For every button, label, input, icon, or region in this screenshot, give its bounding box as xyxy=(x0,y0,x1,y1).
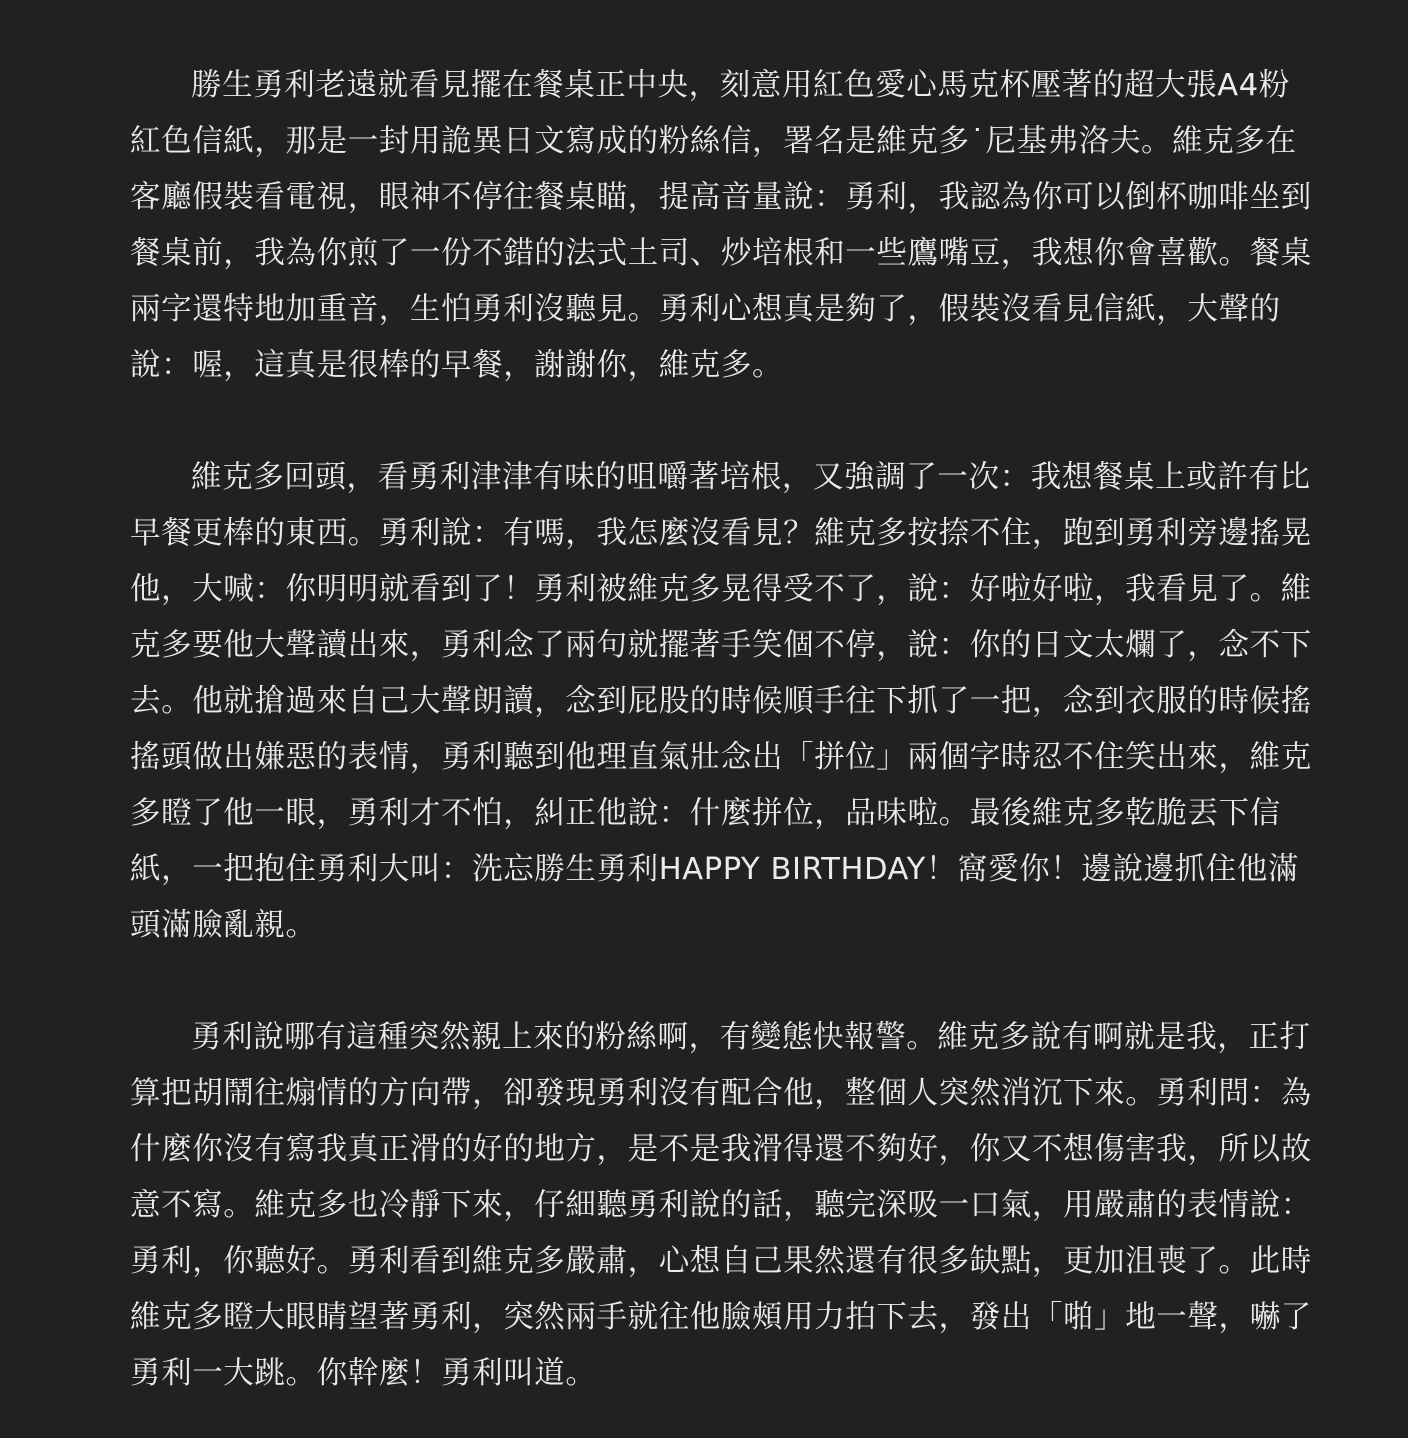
paragraph-2: 維克多回頭，看勇利津津有味的咀嚼著培根，又強調了一次：我想餐桌上或許有比早餐更棒的東西。勇利說：有嗎，我怎麼沒看見？維克多按捺不住，跑到勇利旁邊搖晃他，大喊：你明明就看到了！勇利被維克多晃得受不了，說：好啦好啦，我看見了。維克多要他大聲讀出來，勇利念了兩句就擺著手笑個不停，說：你的日文太爛了，念不下去。他就搶過來自己大聲朗讀，念到屁股的時候順手往下抓了一把，念到衣服的時候搖搖頭做出嫌惡的表情，勇利聽到他理直氣壯念出「拼位」兩個字時忍不住笑出來，維克多瞪了他一眼，勇利才不怕，糾正他說：什麼拼位，品味啦。最後維克多乾脆丟下信紙，一把抱住勇利大叫：洗忘勝生勇利HAPPY BIRTHDAY！窩愛你！邊說邊抓住他滿頭滿臉亂親。 xyxy=(130,460,1312,943)
paragraph-1: 勝生勇利老遠就看見擺在餐桌正中央，刻意用紅色愛心馬克杯壓著的超大張A4粉紅色信紙，那是一封用詭異日文寫成的粉絲信，署名是維克多˙尼基弗洛夫。維克多在客廳假裝看電視，眼神不停往餐桌瞄，提高音量說：勇利，我認為你可以倒杯咖啡坐到餐桌前，我為你煎了一份不錯的法式土司、炒培根和一些鷹嘴豆，我想你會喜歡。餐桌兩字還特地加重音，生怕勇利沒聽見。勇利心想真是夠了，假裝沒看見信紙，大聲的說：喔，這真是很棒的早餐，謝謝你，維克多。 xyxy=(130,68,1312,383)
article-body xyxy=(130,58,1316,1402)
paragraph-3: 勇利說哪有這種突然親上來的粉絲啊，有變態快報警。維克多說有啊就是我，正打算把胡鬧往煽情的方向帶，卻發現勇利沒有配合他，整個人突然消沉下來。勇利問：為什麼你沒有寫我真正滑的好的地方，是不是我滑得還不夠好，你又不想傷害我，所以故意不寫。維克多也冷靜下來，仔細聽勇利說的話，聽完深吸一口氣，用嚴肅的表情說：勇利，你聽好。勇利看到維克多嚴肅，心想自己果然還有很多缺點，更加沮喪了。此時維克多瞪大眼睛望著勇利，突然兩手就往他臉頰用力拍下去，發出「啪」地一聲，嚇了勇利一大跳。你幹麼！勇利叫道。 xyxy=(130,1020,1312,1391)
